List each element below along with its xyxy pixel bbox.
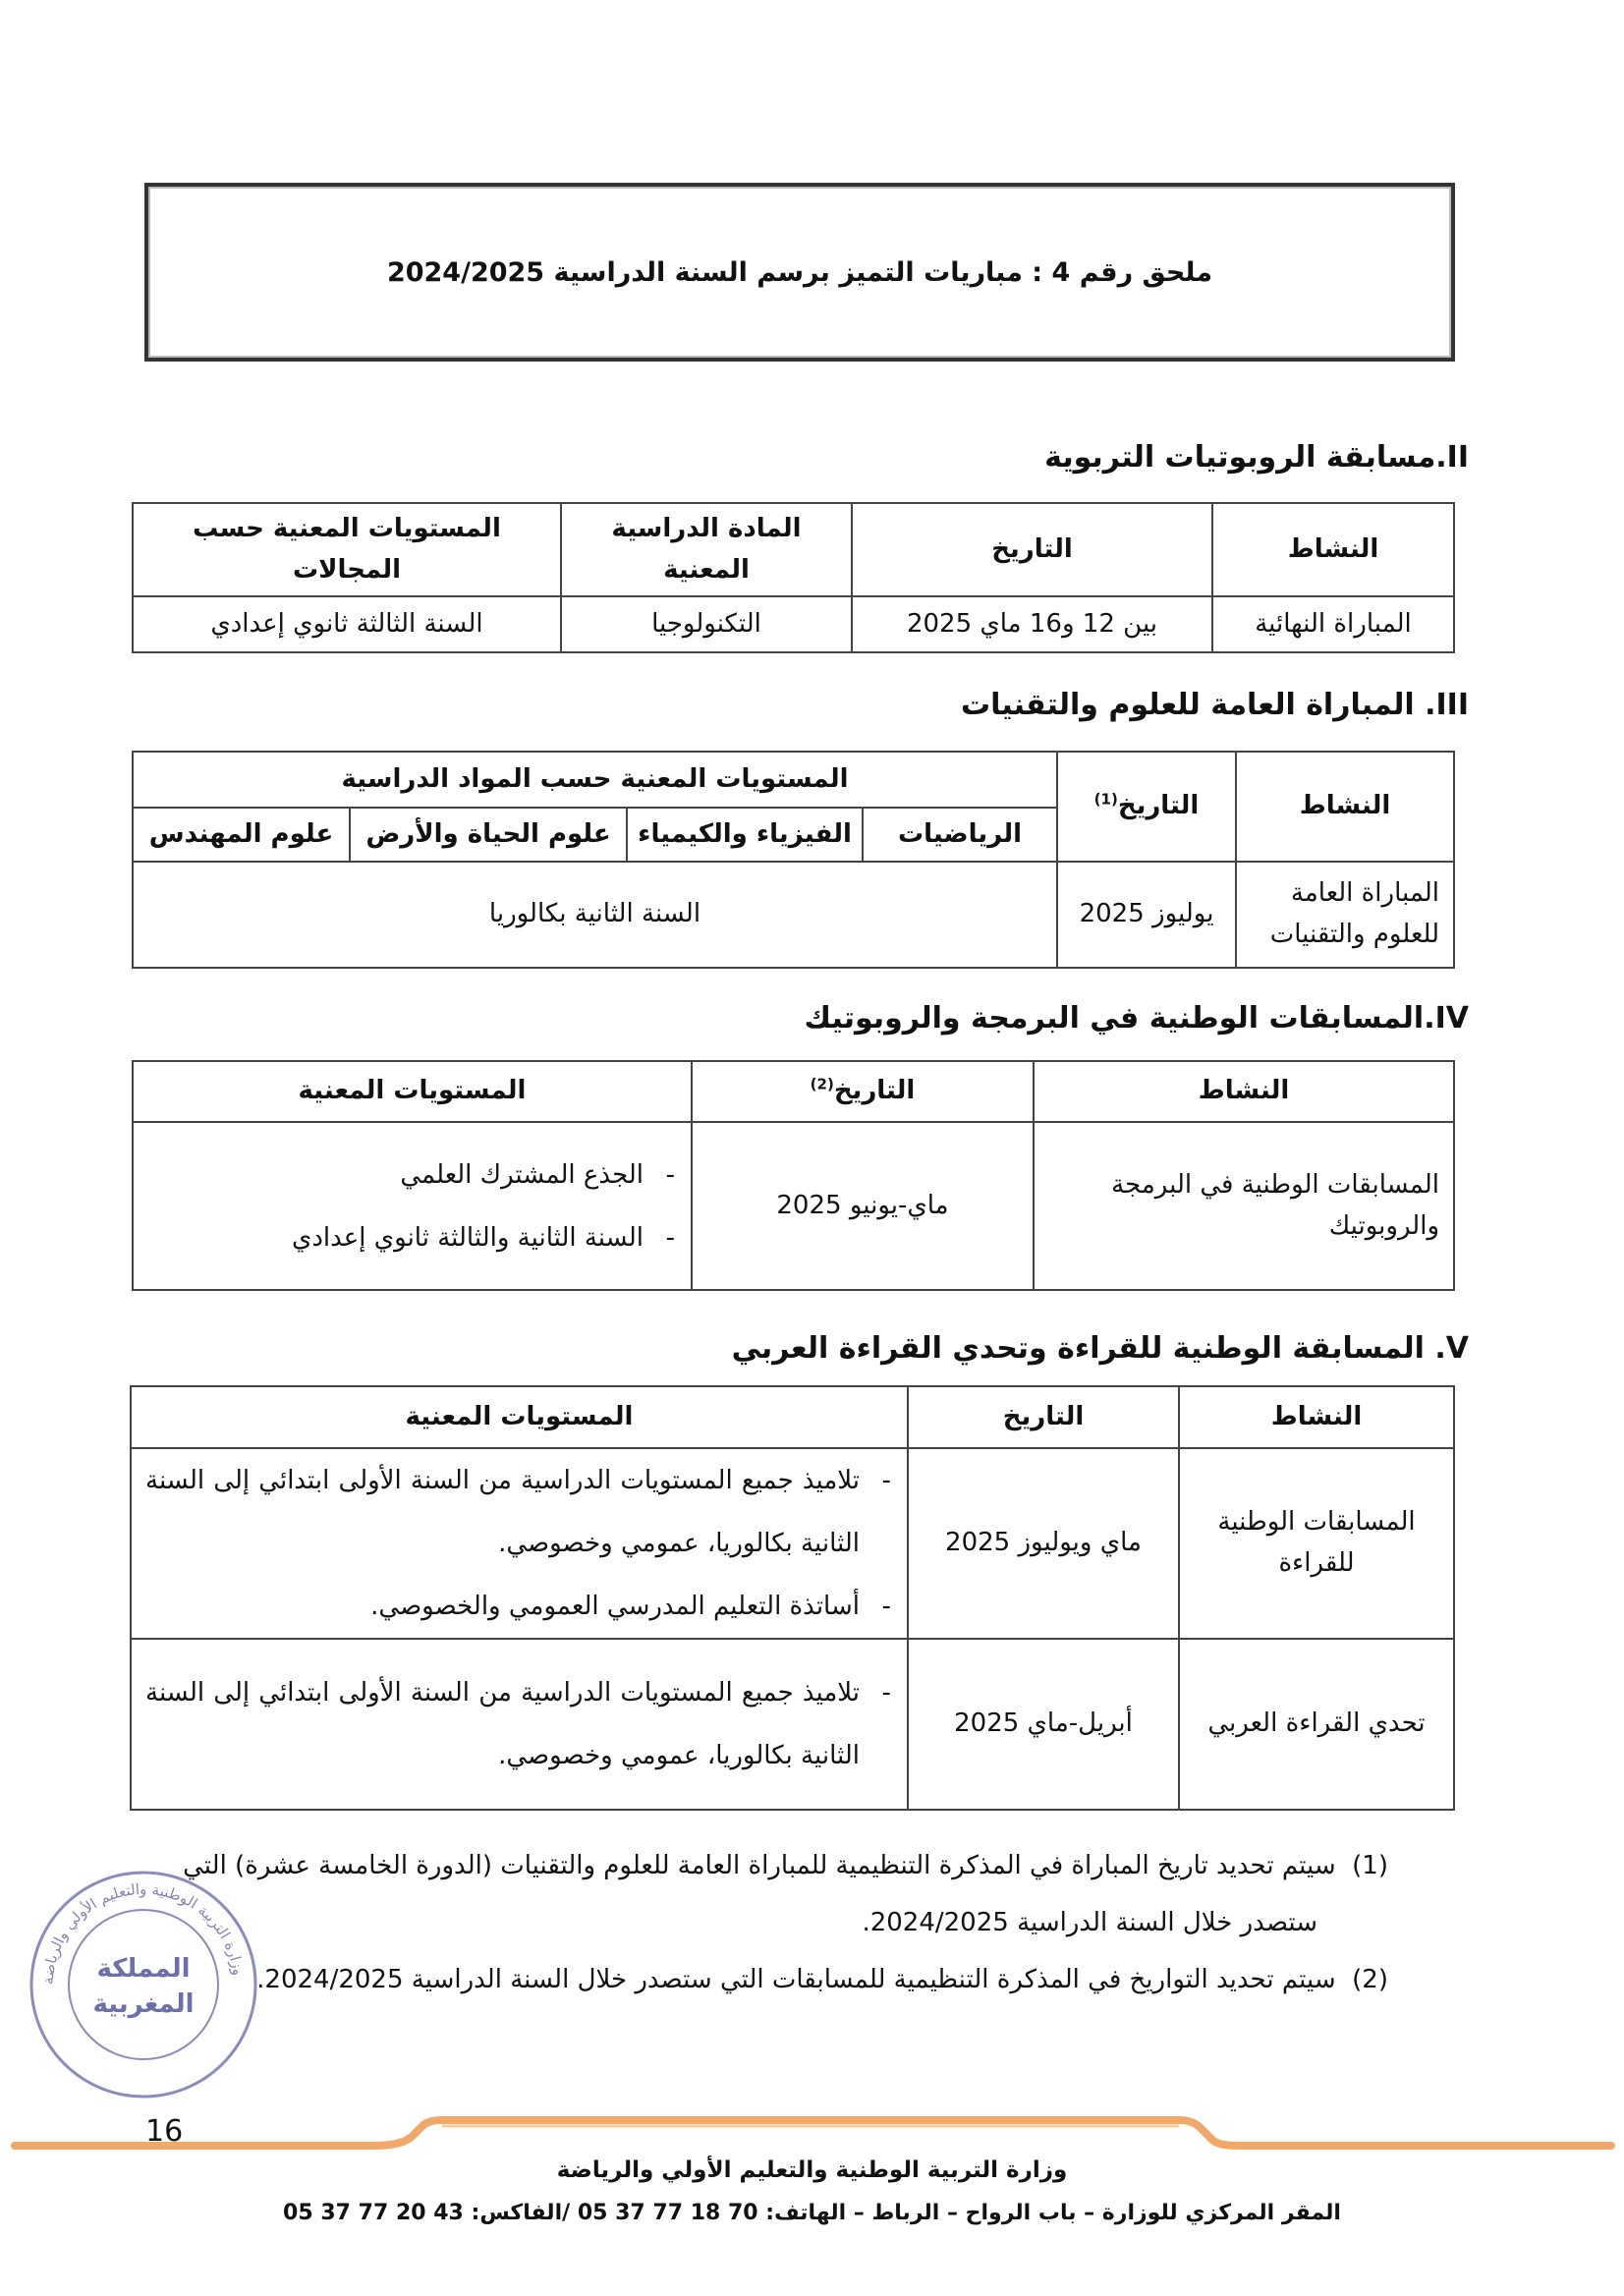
s2-header-levels: المستويات المعنية حسب المجالات <box>133 503 561 596</box>
s5-row2-activity: تحدي القراءة العربي <box>1179 1639 1454 1810</box>
s4-header-date: التاريخ$^{(2)}$ <box>692 1061 1034 1122</box>
section-4-table <box>132 1060 1455 1291</box>
s5-row1-activity: المسابقات الوطنية للقراءة <box>1179 1448 1454 1639</box>
s2-cell-levels: السنة الثالثة ثانوي إعدادي <box>133 596 561 652</box>
stamp-ring-text: وزارة التربية الوطنية والتعليم الأولي والرياضة <box>38 1879 248 1986</box>
section-2-table <box>132 502 1455 653</box>
s3-header-levels: المستويات المعنية حسب المواد الدراسية <box>133 752 1057 808</box>
s3-cell-level: السنة الثانية بكالوريا <box>133 862 1057 968</box>
section-5-heading: V. المسابقة الوطنية للقراءة وتحدي القراءة العربي <box>731 1331 1469 1366</box>
s5-row1-date: ماي ويوليوز 2025 <box>908 1448 1179 1639</box>
footer-ministry: وزارة التربية الوطنية والتعليم الأولي والرياضة <box>556 2157 1068 2183</box>
s2-header-date: التاريخ <box>852 503 1212 596</box>
s5-level-item: - تلاميذ جميع المستويات الدراسية من السنة الأولى ابتدائي إلى السنة الثانية بكالوريا، عمومي وخصوصي. <box>145 1661 899 1787</box>
ministry-stamp <box>26 1867 261 2102</box>
s3-cell-activity: المباراة العامة للعلوم والتقنيات <box>1236 862 1454 968</box>
section-3-table <box>132 751 1455 969</box>
s5-header-date: التاريخ <box>908 1386 1179 1448</box>
s3-subject-biology: علوم الحياة والأرض <box>350 808 627 862</box>
s4-level-item: - السنة الثانية والثالثة ثانوي إعدادي <box>141 1206 683 1269</box>
footer-band <box>0 2112 1624 2161</box>
stamp-center-line-1: المملكة <box>96 1954 191 1984</box>
stamp-center-line-2: المغربية <box>92 1989 195 2019</box>
section-2-heading: II.مسابقة الروبوتيات التربوية <box>1044 440 1469 475</box>
s4-cell-date: ماي-يونيو 2025 <box>692 1122 1034 1290</box>
section-5-table <box>130 1385 1455 1811</box>
footer-address: المقر المركزي للوزارة – باب الرواح – الرباط – الهاتف: 70 18 77 37 05 /الفاكس: 43 20 77 37 05 <box>283 2201 1341 2225</box>
s3-subject-engineering: علوم المهندس <box>133 808 350 862</box>
s5-level-item: - أساتذة التعليم المدرسي العمومي والخصوصي. <box>145 1575 899 1638</box>
footnote-2: (2) سيتم تحديد التواريخ في المذكرة التنظيمية للمسابقات التي ستصدر خلال السنة الدراسية 2024/2025. <box>256 1965 1388 1994</box>
s3-subject-physics: الفيزياء والكيمياء <box>627 808 863 862</box>
s5-level-item: - تلاميذ جميع المستويات الدراسية من السنة الأولى ابتدائي إلى السنة الثانية بكالوريا، عمومي وخصوصي. <box>145 1449 899 1575</box>
s5-row1-levels <box>131 1448 908 1639</box>
section-3-heading: III. المباراة العامة للعلوم والتقنيات <box>960 688 1469 722</box>
s4-level-item: - الجذع المشترك العلمي <box>141 1144 683 1206</box>
s4-cell-levels <box>133 1122 692 1290</box>
s4-header-activity: النشاط <box>1034 1061 1454 1122</box>
page-number: 16 <box>145 2114 184 2149</box>
s3-subject-math: الرياضيات <box>863 808 1057 862</box>
footnotes <box>180 1837 1388 2008</box>
s5-row2-levels <box>131 1639 908 1810</box>
s3-header-date: التاريخ$^{(1)}$ <box>1057 752 1236 862</box>
footnote-1: (1) سيتم تحديد تاريخ المباراة في المذكرة التنظيمية للمباراة العامة للعلوم والتقنيات (الدورة الخامسة عشرة) التي <box>183 1851 1388 1880</box>
footnote-1-continued: ستصدر خلال السنة الدراسية 2024/2025. <box>862 1908 1317 1937</box>
s2-cell-date: بين 12 و16 ماي 2025 <box>852 596 1212 652</box>
s4-cell-activity: المسابقات الوطنية في البرمجة والروبوتيك <box>1034 1122 1454 1290</box>
s3-cell-date: يوليوز 2025 <box>1057 862 1236 968</box>
s4-header-levels: المستويات المعنية <box>133 1061 692 1122</box>
s5-header-activity: النشاط <box>1179 1386 1454 1448</box>
annex-title: ملحق رقم 4 : مباريات التميز برسم السنة الدراسية 2024/2025 <box>386 256 1213 288</box>
s2-cell-activity: المباراة النهائية <box>1212 596 1454 652</box>
s5-row2-date: أبريل-ماي 2025 <box>908 1639 1179 1810</box>
s2-cell-subject: التكنولوجيا <box>561 596 852 652</box>
s5-header-levels: المستويات المعنية <box>131 1386 908 1448</box>
s3-header-activity: النشاط <box>1236 752 1454 862</box>
section-4-heading: IV.المسابقات الوطنية في البرمجة والروبوتيك <box>804 1001 1469 1036</box>
annex-title-box <box>144 183 1455 362</box>
s2-header-activity: النشاط <box>1212 503 1454 596</box>
s2-header-subject: المادة الدراسية المعنية <box>561 503 852 596</box>
